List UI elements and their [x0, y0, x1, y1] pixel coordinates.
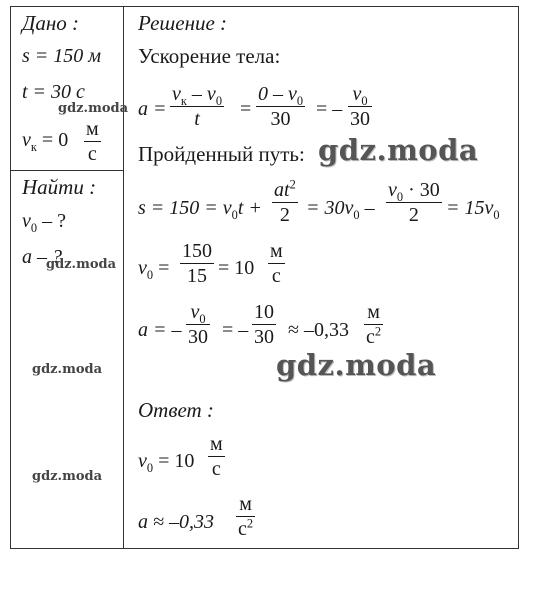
watermark: gdz.moda [58, 101, 129, 116]
path-lhs: $s = 150 = v_0t$ + [138, 197, 262, 222]
find-a: a – ? [22, 246, 62, 268]
v0-frac [180, 241, 214, 286]
given-vk-unit-bar [84, 141, 101, 142]
v0-frac-den: 15 [187, 265, 207, 287]
given-vk-unit-num: м [86, 118, 99, 140]
find-v0-symbol: v [22, 210, 31, 232]
accel-frac-3-den: 30 [350, 108, 370, 130]
v0-frac-num: 150 [182, 240, 212, 262]
a-frac-2 [252, 302, 276, 347]
given-vk-symbol: v [22, 129, 31, 151]
find-v0 [22, 210, 66, 235]
answer-v0: $v_0 = 10$ [138, 450, 195, 475]
given-vk [22, 129, 69, 154]
a-frac-1-den: 30 [188, 326, 208, 348]
accel-frac-3 [348, 84, 372, 129]
v0-result: = 10 [218, 257, 255, 279]
path-frac-2-num: $v_0 \cdot 30$ [388, 179, 440, 204]
given-find-divider [10, 170, 124, 171]
a-eq: = – [222, 319, 249, 341]
accel-frac-2-num: $0 - v_0$ [258, 83, 304, 108]
answer-v0-unit: м с [210, 433, 223, 480]
accel-frac-1-den: t [194, 108, 200, 130]
accel-frac-2-den: 30 [270, 108, 291, 130]
find-v0-sub: 0 [30, 221, 38, 235]
watermark: gdz.moda [46, 257, 117, 272]
accel-frac-1-num: $v_к - v_0$ [172, 83, 223, 108]
column-divider [123, 6, 124, 549]
given-vk-sub: к [30, 140, 37, 154]
a-frac-2-den: 30 [254, 326, 274, 348]
answer-a: a ≈ –0,33 [138, 511, 214, 533]
path-frac-2-den: 2 [408, 204, 419, 226]
path-end: = $15v_0$ [446, 197, 500, 222]
watermark: gdz.moda [32, 469, 103, 484]
solution-heading: Решение : [138, 11, 228, 35]
answer-heading: Ответ : [138, 398, 214, 422]
given-vk-unit [84, 119, 101, 164]
accel-text: Ускорение тела: [138, 44, 281, 68]
v0-unit: м с [270, 240, 283, 287]
accel-frac-3-num: $v_0$ [352, 83, 368, 108]
watermark: gdz.moda [318, 133, 479, 167]
accel-a: a = [138, 98, 167, 120]
accel-frac-2 [256, 84, 305, 129]
path-text: Пройденный путь: [138, 142, 305, 166]
watermark: gdz.moda [32, 362, 103, 377]
accel-eq-1: = [240, 98, 252, 120]
answer-a-unit: м $с^2$ [238, 493, 254, 540]
a-result: ≈ –0,33 [288, 319, 349, 341]
find-heading: Найти : [22, 175, 97, 199]
a-frac-1 [186, 302, 210, 347]
path-frac-2 [386, 180, 442, 225]
path-frac-1 [272, 177, 298, 226]
accel-eq-2: = – [316, 98, 343, 120]
path-frac-1-den: 2 [279, 204, 290, 226]
given-vk-value: = 0 [41, 129, 69, 151]
accel-frac-1 [170, 84, 224, 129]
a-lhs: a = – [138, 319, 182, 341]
given-s: s = 150 м [22, 45, 102, 67]
path-mid: = $30v_0$ – [306, 197, 375, 222]
path-frac-1-num: $at^2$ [274, 177, 296, 201]
a-unit: м $с^2$ [366, 301, 382, 348]
given-heading: Дано : [22, 11, 80, 35]
given-vk-unit-den: с [87, 143, 97, 165]
a-frac-1-num: $v_0$ [190, 301, 206, 326]
find-v0-tail: – ? [37, 210, 66, 232]
v0-lhs: $v_0$ = [138, 257, 170, 282]
a-frac-2-num: 10 [254, 301, 274, 323]
given-t: t = 30 с [22, 81, 85, 103]
watermark: gdz.moda [276, 348, 437, 382]
